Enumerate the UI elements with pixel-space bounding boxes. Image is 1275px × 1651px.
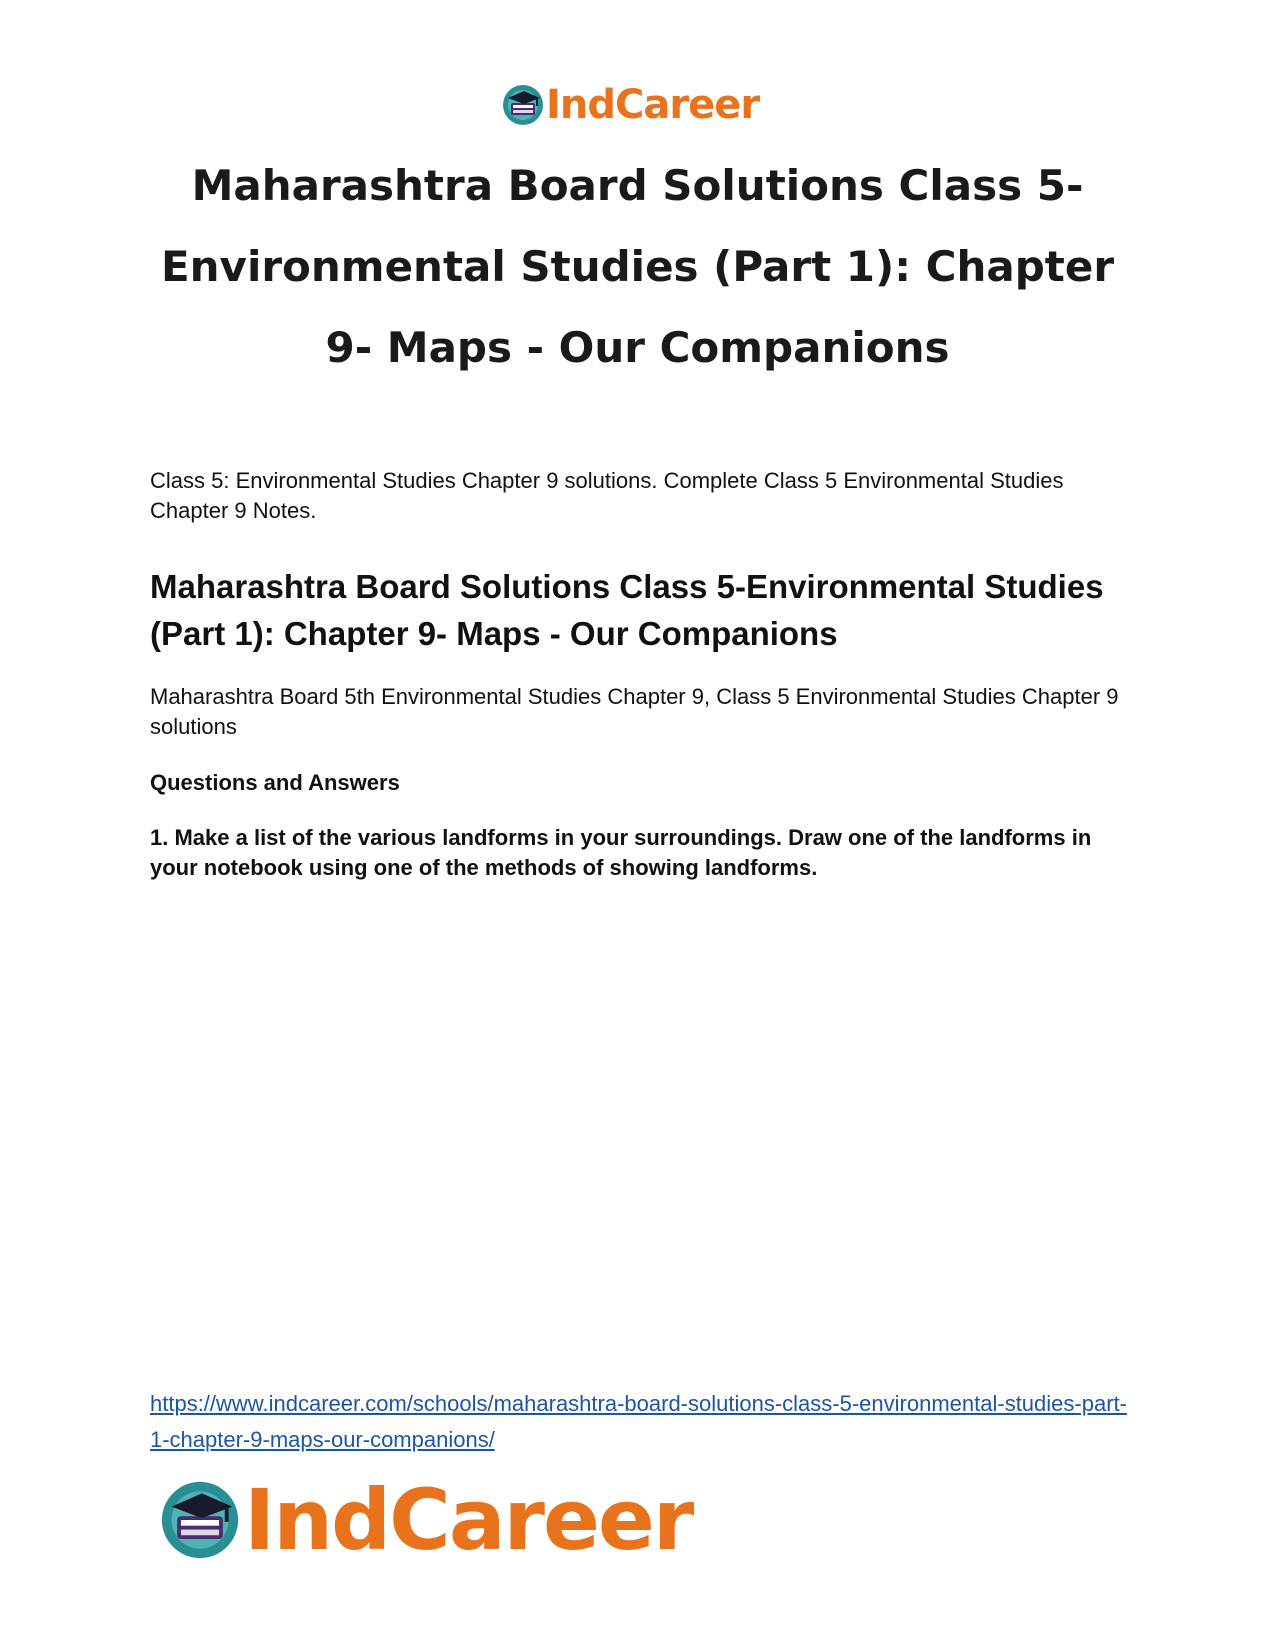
page-title: Maharashtra Board Solutions Class 5-Environmental Studies (Part 1): Chapter 9- Maps - Our Companions — [160, 161, 1115, 372]
logo-text: IndCareer — [244, 1471, 693, 1569]
subtext-paragraph: Maharashtra Board 5th Environmental Studies Chapter 9, Class 5 Environmental Studies Chapter 9 solutions — [150, 684, 1119, 739]
graduation-cap-book-icon — [502, 84, 544, 126]
questions-answers-label: Questions and Answers — [150, 770, 400, 795]
intro-paragraph: Class 5: Environmental Studies Chapter 9 solutions. Complete Class 5 Environmental Studies Chapter 9 Notes. — [150, 468, 1064, 523]
header-logo — [502, 80, 759, 130]
question-1: 1. Make a list of the various landforms in your surroundings. Draw one of the landforms in your notebook using one of the methods of showing landforms. — [150, 825, 1092, 880]
logo-text: IndCareer — [546, 82, 760, 128]
footer-logo — [160, 1470, 692, 1570]
section-heading: Maharashtra Board Solutions Class 5-Environmental Studies (Part 1): Chapter 9- Maps - Our Companions — [150, 568, 1104, 652]
graduation-cap-book-icon — [160, 1480, 240, 1560]
source-url-link[interactable]: https://www.indcareer.com/schools/maharashtra-board-solutions-class-5-environmental-studies-part-1-chapter-9-maps-our-companions/ — [150, 1391, 1127, 1452]
